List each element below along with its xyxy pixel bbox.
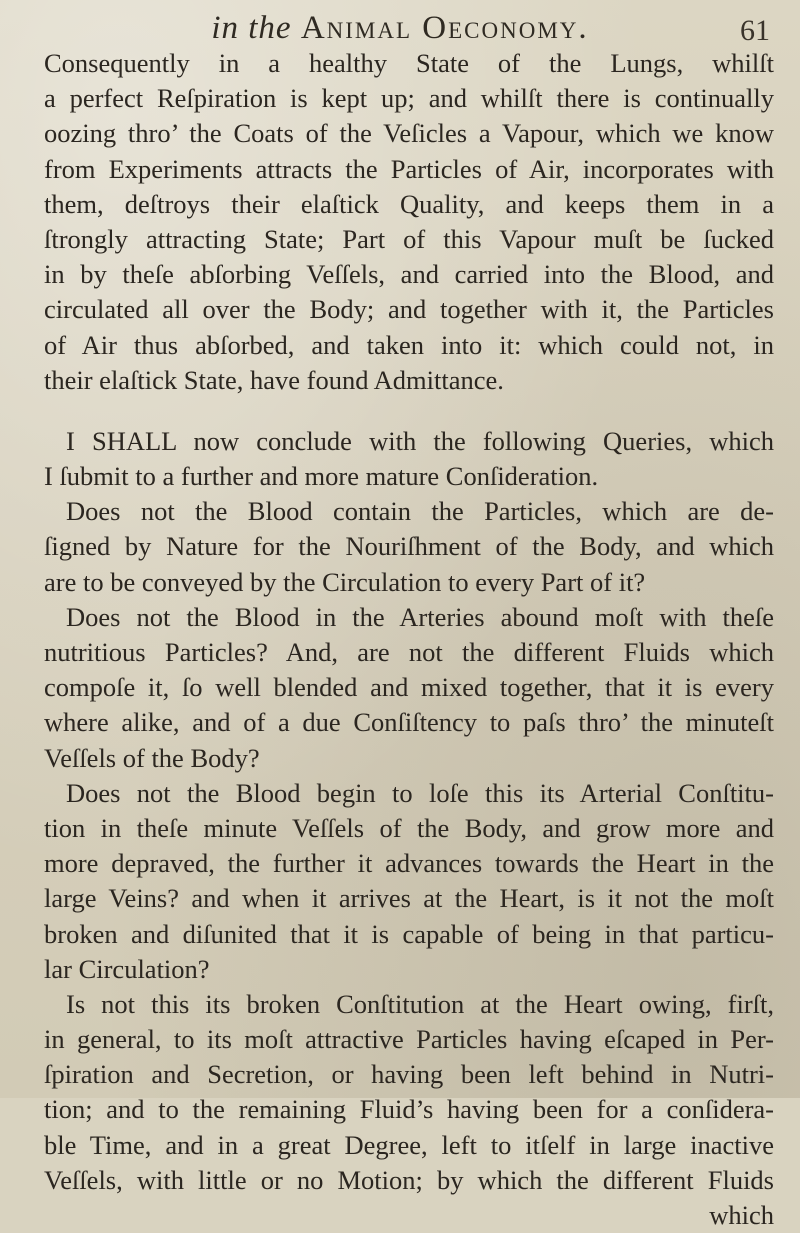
paragraph-gap [44, 398, 774, 424]
running-title-main: Animal Oeconomy. [300, 10, 589, 46]
text-line: Does not the Blood begin to loſe this its Arterial Conſtitu- [66, 777, 774, 808]
text-line: ſtrongly attracting State; Part of this Vapour muſt be ſucked [44, 223, 774, 254]
text-line: from Experiments attracts the Particles of Air, incorporates with [44, 153, 774, 184]
text-line: more depraved, the further it advances towards the Heart in the [44, 848, 774, 879]
text-line: their elaſtick State, have found Admittance. [44, 364, 504, 395]
running-title [0, 10, 800, 47]
running-title-in: in [211, 10, 239, 46]
running-title-the: the [248, 10, 292, 46]
text-line: large Veins? and when it arrives at the Heart, is it not the moſt [44, 883, 774, 914]
text-line: Veſſels of the Body? [44, 742, 260, 773]
text-line: tion in theſe minute Veſſels of the Body, and grow more and [44, 812, 774, 843]
text-line: oozing thro’ the Coats of the Veſicles a Vapour, which we know [44, 118, 774, 149]
text-line: ble Time, and in a great Degree, left to itſelf in large inactive [44, 1129, 774, 1160]
text-line: where alike, and of a due Conſiſtency to paſs thro’ the minuteſt [44, 707, 774, 738]
text-line: of Air thus abſorbed, and taken into it: which could not, in [44, 329, 774, 360]
text-line: Veſſels, with little or no Motion; by which the different Fluids [44, 1164, 774, 1195]
text-line: I ſubmit to a further and more mature Conſideration. [44, 461, 599, 492]
text-line: are to be conveyed by the Circulation to every Part of it? [44, 566, 646, 597]
text-line: Does not the Blood in the Arteries abound moſt with theſe [66, 601, 774, 632]
text-line: in general, to its moſt attractive Particles having eſcaped in Per- [44, 1024, 774, 1055]
text-line: ſpiration and Secretion, or having been left behind in Nutri- [44, 1059, 774, 1090]
text-line: in by theſe abſorbing Veſſels, and carried into the Blood, and [44, 259, 774, 290]
text-line: compoſe it, ſo well blended and mixed together, that it is every [44, 672, 774, 703]
text-line: a perfect Reſpiration is kept up; and whilſt there is continually [44, 83, 774, 114]
catchword: which [709, 1200, 774, 1230]
text-line: circulated all over the Body; and together with it, the Particles [44, 294, 774, 325]
text-line: Consequently in a healthy State of the Lungs, whilſt [44, 48, 774, 78]
text-line: them, deſtroys their elaſtick Quality, and keeps them in a [44, 188, 774, 219]
text-line: lar Circulation? [44, 953, 210, 984]
text-line: Is not this its broken Conſtitution at the Heart owing, firſt, [66, 988, 774, 1019]
text-line: Does not the Blood contain the Particles, which are de- [66, 496, 774, 527]
text-line: nutritious Particles? And, are not the different Fluids which [44, 637, 774, 667]
page-header [0, 6, 800, 50]
text-line: I SHALL now conclude with the following Queries, which [66, 425, 774, 456]
body-text [44, 46, 774, 1233]
text-line: ſigned by Nature for the Nouriſhment of the Body, and which [44, 531, 774, 562]
page-number: 61 [740, 14, 770, 47]
text-line: tion; and to the remaining Fluid’s having been for a conſidera- [44, 1094, 774, 1125]
text-line: broken and diſunited that it is capable of being in that particu- [44, 918, 774, 949]
